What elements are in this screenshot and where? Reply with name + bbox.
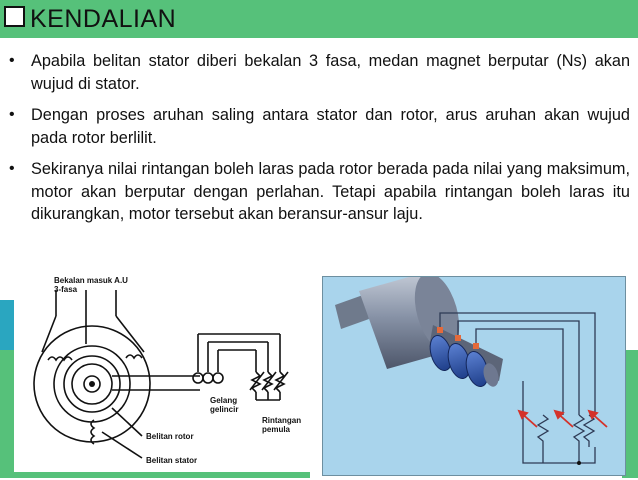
slip-ring-label-line2: gelincir	[210, 405, 239, 414]
supply-label-line2: 3-fasa	[54, 285, 78, 294]
bullet-item	[8, 104, 630, 149]
resistor-label-line1: Rintangan	[262, 416, 302, 425]
bullet-text: Apabila belitan stator diberi bekalan 3 fasa, medan magnet berputar (Ns) akan wujud di stator.	[31, 52, 630, 93]
motor-circuit-diagram	[14, 272, 316, 472]
slide-header	[0, 0, 638, 38]
rotor-illustration-drawing	[323, 277, 625, 475]
left-accent-bar-green	[0, 350, 14, 478]
bullet-item	[8, 50, 630, 95]
rotor-illustration	[322, 276, 626, 476]
bullet-dot-icon: •	[9, 106, 15, 123]
bullet-text: Sekiranya nilai rintangan boleh laras pada rotor berada pada nilai yang maksimum, motor akan berputar dengan perlahan. Tetapi apabila rintangan boleh laras itu dikurangkan, motor tersebut akan beransur-ansur laju.	[31, 160, 630, 223]
bullet-item	[8, 158, 630, 226]
bullet-dot-icon: •	[9, 52, 15, 69]
stator-winding-label: Belitan stator	[146, 456, 198, 465]
bullet-list	[8, 50, 630, 235]
resistor-label-line2: pemula	[262, 425, 291, 434]
slip-ring-label-line1: Gelang	[210, 396, 238, 405]
circuit-drawing	[14, 272, 316, 472]
supply-label	[54, 276, 128, 294]
slip-ring-label	[210, 396, 238, 414]
resistor-label	[262, 416, 301, 434]
bullet-dot-icon: •	[9, 160, 15, 177]
rotor-winding-label: Belitan rotor	[146, 432, 194, 441]
slide-title: KENDALIAN	[30, 5, 177, 33]
checkbox-bullet-icon	[4, 6, 25, 27]
bullet-text: Dengan proses aruhan saling antara stator dan rotor, arus aruhan akan wujud pada rotor berlilit.	[31, 106, 630, 147]
supply-label-line1: Bekalan masuk A.U	[54, 276, 128, 285]
